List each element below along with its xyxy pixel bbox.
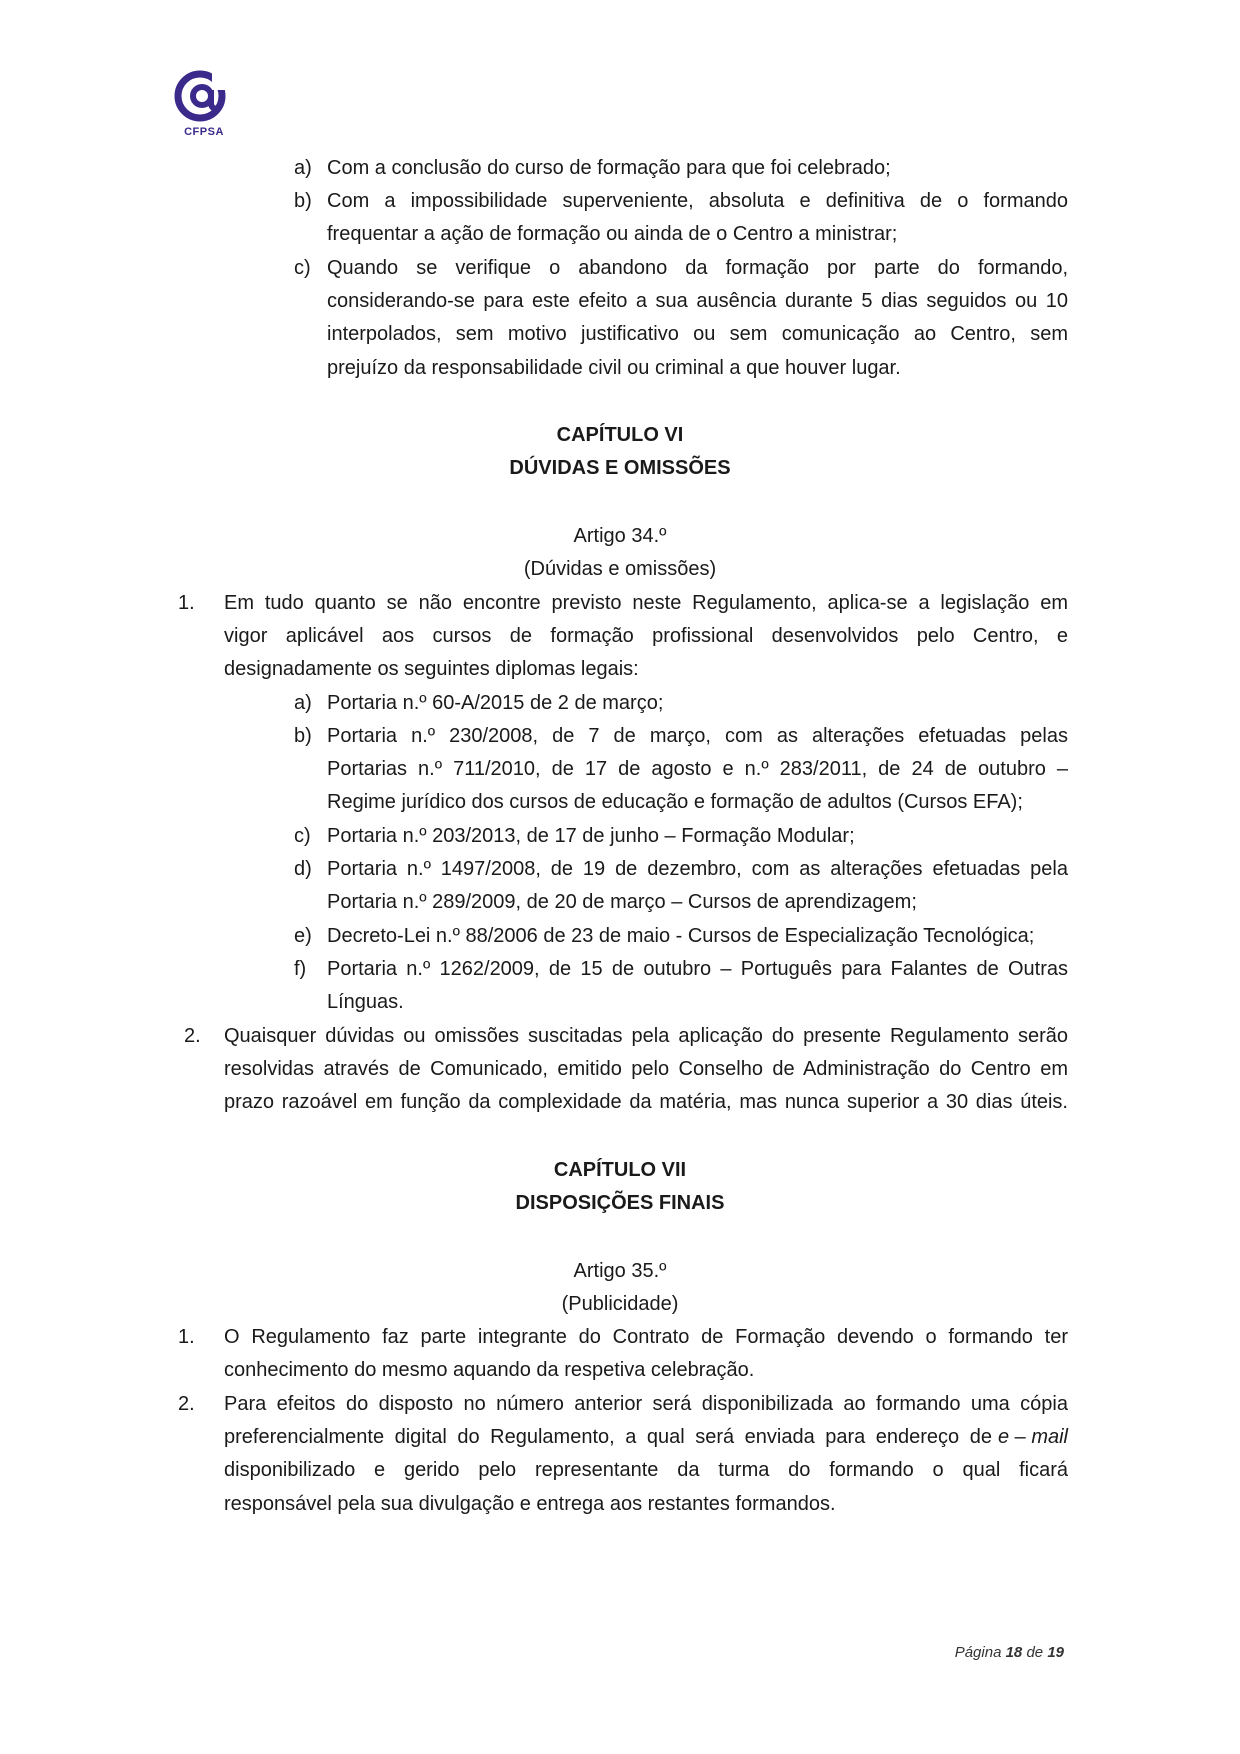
list-item-text: Com a conclusão do curso de formação para que foi celebrado; xyxy=(327,157,891,179)
article-title: Artigo 35.º xyxy=(573,1260,667,1282)
list-marker: a) xyxy=(294,157,312,179)
page-label: Página xyxy=(954,1644,1002,1661)
paragraph-line-with-email xyxy=(224,1425,1068,1449)
paragraph-number: 2. xyxy=(178,1393,195,1415)
email-italic-text: e – mail xyxy=(997,1426,1068,1448)
paragraph-text: conhecimento do mesmo aquando da respetiva celebração. xyxy=(224,1359,755,1381)
list-item-text: Portaria n.º 230/2008, de 7 de março, com as alterações efetuadas pelas xyxy=(327,725,1068,747)
logo-text: CFPSA xyxy=(184,126,224,138)
list-marker: f) xyxy=(294,958,307,980)
list-item-text: Regime jurídico dos cursos de educação e formação de adultos (Cursos EFA); xyxy=(327,791,1023,813)
article-title: Artigo 34.º xyxy=(573,525,667,547)
list-item-text: Portarias n.º 711/2010, de 17 de agosto e n.º 283/2011, de 24 de outubro – xyxy=(327,758,1068,780)
article-subtitle: (Dúvidas e omissões) xyxy=(523,558,717,580)
paragraph-text: designadamente os seguintes diplomas legais: xyxy=(224,658,639,680)
paragraph-number: 1. xyxy=(178,592,195,614)
list-item-text: Com a impossibilidade superveniente, absoluta e definitiva de o formando xyxy=(327,190,1068,212)
list-marker: b) xyxy=(294,725,312,747)
chapter-title: CAPÍTULO VII xyxy=(553,1159,687,1181)
list-item-text: Quando se verifique o abandono da formação por parte do formando, xyxy=(327,257,1068,279)
list-item-text: Decreto-Lei n.º 88/2006 de 23 de maio - Cursos de Especialização Tecnológica; xyxy=(327,925,1035,947)
page-number-footer xyxy=(955,1644,1064,1661)
list-item-text: Portaria n.º 203/2013, de 17 de junho – Formação Modular; xyxy=(327,825,855,847)
paragraph-text: responsável pela sua divulgação e entrega aos restantes formandos. xyxy=(224,1493,836,1515)
page-total: 19 xyxy=(1047,1644,1064,1661)
chapter-subtitle: DÚVIDAS E OMISSÕES xyxy=(509,457,731,479)
list-marker: c) xyxy=(294,257,311,279)
paragraph-text: Para efeitos do disposto no número anterior será disponibilizada ao formando uma cópia xyxy=(224,1393,1068,1415)
list-marker: c) xyxy=(294,825,311,847)
chapter-title: CAPÍTULO VI xyxy=(556,424,684,446)
at-sign-logo-icon xyxy=(174,70,234,126)
paragraph-number: 1. xyxy=(178,1326,195,1348)
paragraph-text: prazo razoável em função da complexidade da matéria, mas nunca superior a 30 dias úteis. xyxy=(224,1091,1068,1113)
list-marker: e) xyxy=(294,925,312,947)
list-marker: a) xyxy=(294,692,312,714)
list-item-text: frequentar a ação de formação ou ainda de o Centro a ministrar; xyxy=(327,223,898,245)
cfpsa-logo xyxy=(174,70,234,144)
list-item-text: interpolados, sem motivo justificativo ou sem comunicação ao Centro, sem xyxy=(327,323,1068,345)
paragraph-text: O Regulamento faz parte integrante do Contrato de Formação devendo o formando ter xyxy=(224,1326,1068,1348)
list-item-text: Portaria n.º 289/2009, de 20 de março – Cursos de aprendizagem; xyxy=(327,891,917,913)
paragraph-number: 2. xyxy=(184,1025,201,1047)
paragraph-text: disponibilizado e gerido pelo representante da turma do formando o qual ficará xyxy=(224,1459,1068,1481)
paragraph-text: vigor aplicável aos cursos de formação profissional desenvolvidos pelo Centro, e xyxy=(224,625,1068,647)
list-item-text: considerando-se para este efeito a sua ausência durante 5 dias seguidos ou 10 xyxy=(327,290,1068,312)
list-marker: d) xyxy=(294,858,312,880)
list-item-text: Línguas. xyxy=(327,991,404,1013)
list-item-text: Portaria n.º 1262/2009, de 15 de outubro – Português para Falantes de Outras xyxy=(327,958,1068,980)
paragraph-text: Em tudo quanto se não encontre previsto neste Regulamento, aplica-se a legislação em xyxy=(224,592,1068,614)
list-item-text: Portaria n.º 1497/2008, de 19 de dezembro, com as alterações efetuadas pela xyxy=(327,858,1068,880)
chapter-subtitle: DISPOSIÇÕES FINAIS xyxy=(515,1192,725,1214)
paragraph-text: Quaisquer dúvidas ou omissões suscitadas pela aplicação do presente Regulamento serão xyxy=(224,1025,1068,1047)
article-subtitle: (Publicidade) xyxy=(561,1293,679,1315)
list-marker: b) xyxy=(294,190,312,212)
paragraph-text: resolvidas através de Comunicado, emitido pelo Conselho de Administração do Centro em xyxy=(224,1058,1068,1080)
list-item-text: Portaria n.º 60-A/2015 de 2 de março; xyxy=(327,692,664,714)
list-item-text: prejuízo da responsabilidade civil ou criminal a que houver lugar. xyxy=(327,357,901,379)
paragraph-text: preferencialmente digital do Regulamento, a qual será enviada para endereço de xyxy=(224,1426,992,1448)
page-of: de xyxy=(1026,1644,1044,1661)
page-current: 18 xyxy=(1005,1644,1023,1661)
